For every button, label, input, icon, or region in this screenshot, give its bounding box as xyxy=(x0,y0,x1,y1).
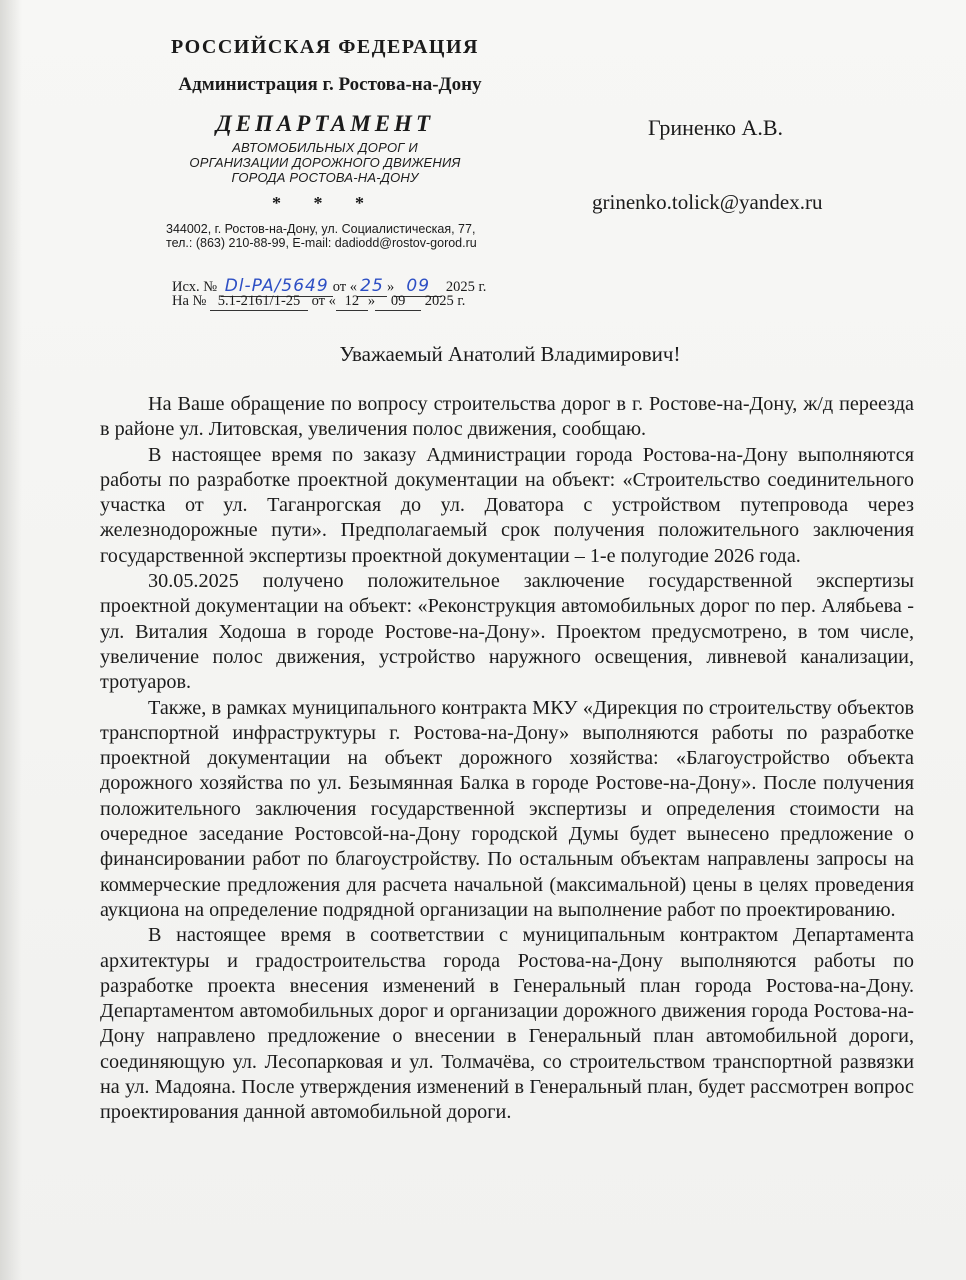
greeting: Уважаемый Анатолий Владимирович! xyxy=(339,342,681,366)
department-subtitle-line: ГОРОДА РОСТОВА-НА-ДОНУ xyxy=(231,170,419,185)
contact-line: тел.: (863) 210-88-99, E-mail: dadiodd@rostov-gorod.ru xyxy=(166,236,477,250)
department-heading: ДЕПАРТАМЕНТ xyxy=(215,111,434,136)
body-paragraph: 30.05.2025 получено положительное заключение государственной экспертизы проектной документации на объект: «Реконструкция автомобильных дорог по пер. Алябьева - ул. Виталия Ходоша в городе Ростове-на-Дону». Проектом предусмотрено, в том числе, увеличение полос движения, устройство наружного освещения, ливневой канализации, тротуаров. xyxy=(100,570,914,694)
address-line: 344002, г. Ростов-на-Дону, ул. Социалистическая, 77, xyxy=(166,222,476,236)
incoming-from: от « xyxy=(311,293,336,309)
body-paragraph: На Ваше обращение по вопросу строительства дорог в г. Ростове-на-Дону, ж/д переезда в районе ул. Литовская, увеличения полос движения, сообщаю. xyxy=(100,393,914,441)
administration-heading: Администрация г. Ростова-на-Дону xyxy=(178,74,482,95)
incoming-quote-close: » xyxy=(367,293,376,309)
outgoing-number: Dl-PA/5649 xyxy=(221,276,333,297)
outgoing-from: от « xyxy=(332,279,357,295)
incoming-year: 2025 г. xyxy=(424,293,466,309)
outgoing-prefix: Исх. № xyxy=(172,279,218,295)
body-paragraph: В настоящее время по заказу Администрации города Ростова-на-Дону выполняются работы по разработке проектной документации на объект: «Строительство соединительного участка от ул. Таганрогская до ул. Доватора с устройством путепровода через железнодорожные пути». Предполагаемый срок получения положительного заключения государственной экспертизы проектной документации – 1-е полугодие 2026 года. xyxy=(100,443,914,567)
incoming-number: 5.1-2161/1-25 xyxy=(210,293,308,311)
outgoing-quote-close: » xyxy=(386,279,395,295)
stars-divider: * * * xyxy=(272,193,378,213)
outgoing-month: 09 xyxy=(394,276,442,297)
incoming-month: 09 xyxy=(375,293,421,311)
incoming-prefix: На № xyxy=(172,293,207,309)
page-edge-shadow xyxy=(0,0,22,1280)
body-paragraph: В настоящее время в соответствии с муниципальным контрактом Департамента архитектуры и градостроительства города Ростова-на-Дону выполняются работы по разработке проекта внесения изменений в Генеральный план города Ростова-на-Дону. Департаментом автомобильных дорог и организации дорожного движения города Ростова-на-Дону направлено предложение о внесении в Генеральный план автомобильной дороги, соединяющую ул. Лесопарковая и ул. Толмачёва, со строительством транспортной развязки на ул. Мадояна. После утверждения изменений в Генеральный план, будет рассмотрен вопрос проектирования данной автомобильной дороги. xyxy=(100,924,914,1124)
outgoing-year: 2025 г. xyxy=(445,279,487,295)
incoming-day: 12 xyxy=(336,293,368,311)
country-heading: РОССИЙСКАЯ ФЕДЕРАЦИЯ xyxy=(170,36,479,58)
outgoing-day: 25 xyxy=(357,276,387,297)
body-paragraph: Также, в рамках муниципального контракта МКУ «Дирекция по строительству объектов транспортной инфраструктуры г. Ростова-на-Дону» выполняются работы по разработке проектной документации на объект дорожного хозяйства: «Благоустройство объекта дорожного хозяйства по ул. Безымянная Балка в городе Ростове-на-Дону». После получения положительного заключения государственной экспертизы и определения стоимости на очередное заседание Ростовсой-на-Дону городской Думы будет вынесено предложение о финансировании работ по благоустройству. По остальным объектам направлены запросы на коммерческие предложения для расчета начальной (максимальной) цены в целях проведения аукциона на определение подрядной организации на выполнение работ по проектированию. xyxy=(100,696,914,921)
department-subtitle-line: ОРГАНИЗАЦИИ ДОРОЖНОГО ДВИЖЕНИЯ xyxy=(189,155,461,170)
incoming-reference xyxy=(172,293,465,311)
letter-body xyxy=(100,392,914,1126)
recipient-email: grinenko.tolick@yandex.ru xyxy=(592,190,823,214)
department-subtitle-line: АВТОМОБИЛЬНЫХ ДОРОГ И xyxy=(232,140,418,155)
recipient-name: Гриненко А.В. xyxy=(648,115,784,140)
